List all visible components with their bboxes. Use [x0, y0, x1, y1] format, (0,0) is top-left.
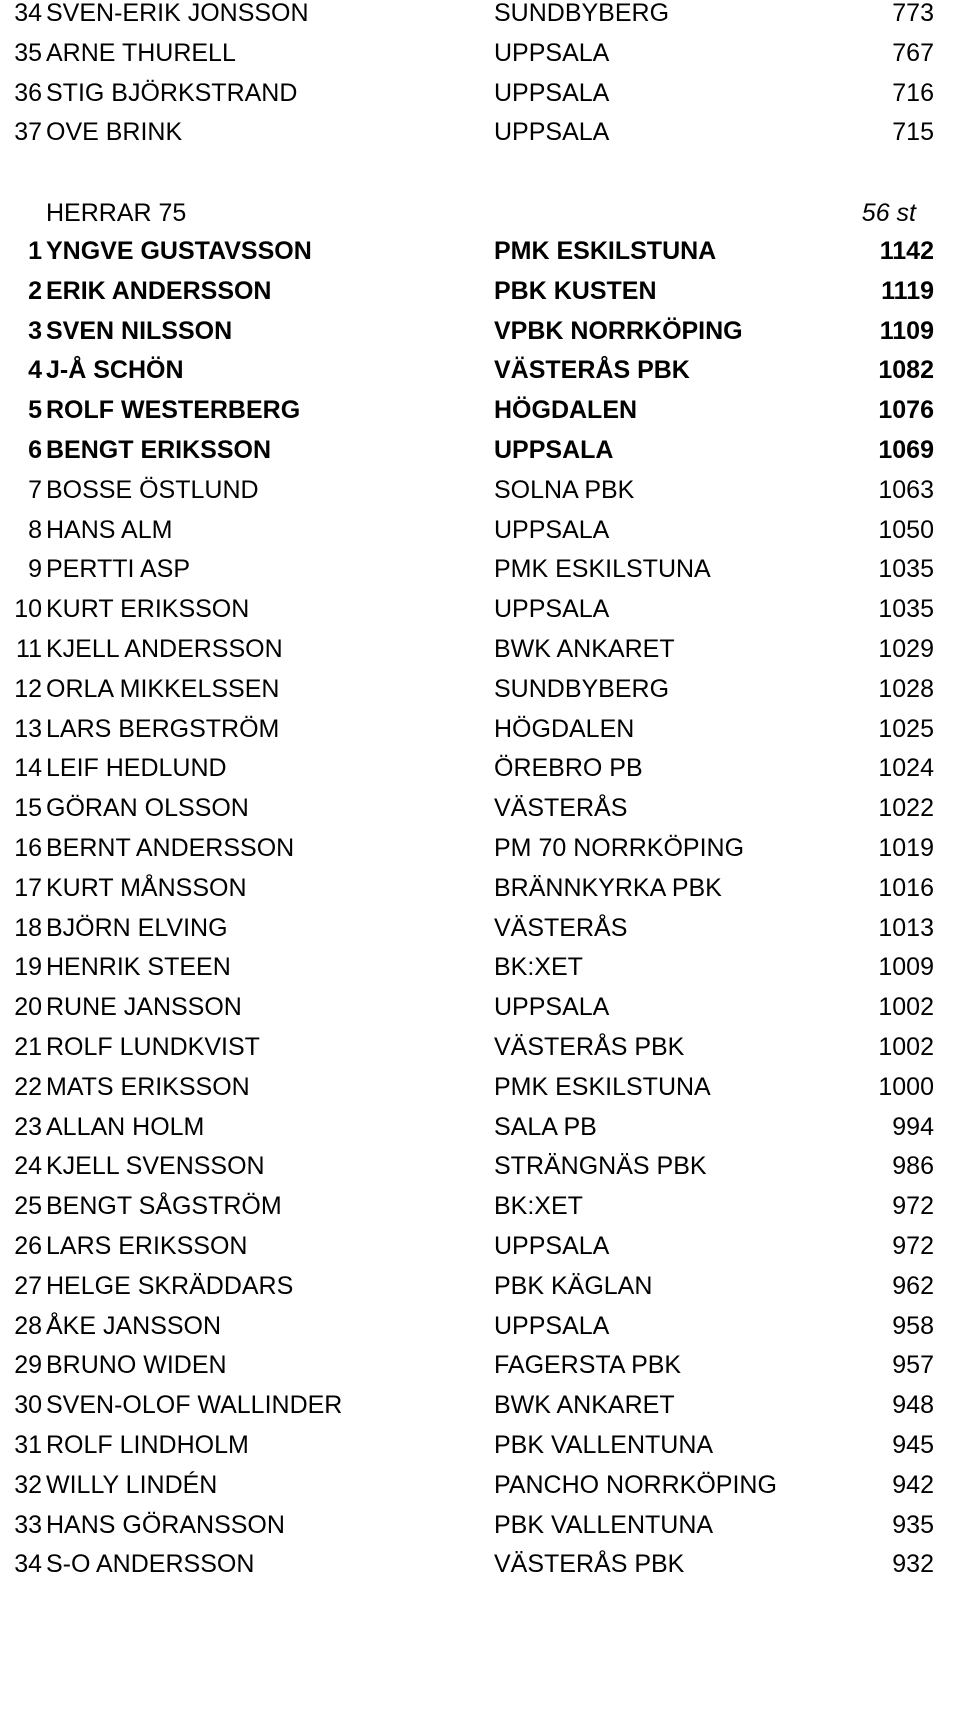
result-score: 715	[892, 118, 934, 147]
result-row	[0, 1505, 960, 1545]
result-row	[0, 1544, 960, 1584]
result-score: 1028	[878, 674, 934, 703]
result-rank: 13	[14, 714, 42, 743]
result-name: STIG BJÖRKSTRAND	[46, 78, 298, 107]
result-name: ÅKE JANSSON	[46, 1311, 222, 1340]
result-rank: 21	[14, 1033, 42, 1061]
result-rank: 36	[14, 78, 42, 107]
result-rank: 10	[14, 595, 42, 624]
result-row	[0, 709, 960, 749]
result-club: PMK ESKILSTUNA	[494, 555, 711, 584]
result-rank: 6	[28, 436, 42, 464]
result-club: BWK ANKARET	[494, 1391, 675, 1420]
result-club: UPPSALA	[494, 78, 610, 107]
result-score: 962	[892, 1271, 934, 1300]
result-name: RUNE JANSSON	[46, 993, 242, 1022]
result-row	[0, 73, 960, 113]
result-name: HELGE SKRÄDDARS	[46, 1271, 294, 1300]
result-rank: 3	[28, 316, 42, 345]
result-name: LEIF HEDLUND	[46, 754, 227, 783]
result-rank: 29	[14, 1351, 42, 1380]
class-header	[0, 193, 960, 233]
result-score: 1035	[878, 595, 934, 624]
result-club: VÄSTERÅS	[494, 913, 628, 942]
result-name: ROLF LINDHOLM	[46, 1431, 249, 1459]
result-row	[0, 1266, 960, 1306]
result-club: UPPSALA	[494, 1232, 610, 1260]
result-name: MATS ERIKSSON	[46, 1072, 250, 1101]
result-score: 948	[892, 1391, 934, 1420]
result-club: SOLNA PBK	[494, 475, 635, 504]
result-score: 932	[892, 1550, 934, 1579]
result-row	[0, 1146, 960, 1186]
result-club: PBK VALLENTUNA	[494, 1510, 714, 1539]
result-score: 1013	[878, 913, 934, 942]
result-name: ARNE THURELL	[46, 38, 236, 67]
result-name: KURT MÅNSSON	[46, 873, 247, 902]
result-name: BERNT ANDERSSON	[46, 834, 295, 862]
result-score: 1022	[878, 794, 934, 823]
result-score: 1076	[878, 396, 934, 425]
result-score: 1025	[878, 714, 934, 743]
result-club: PBK VALLENTUNA	[494, 1431, 714, 1459]
result-score: 935	[892, 1510, 934, 1539]
result-name: WILLY LINDÉN	[46, 1470, 218, 1499]
result-club: UPPSALA	[494, 993, 610, 1022]
result-club: VÄSTERÅS PBK	[494, 1550, 685, 1579]
result-row	[0, 271, 960, 311]
result-score: 1016	[878, 873, 934, 902]
result-name: KJELL ANDERSSON	[46, 635, 283, 663]
class-title: HERRAR 75	[46, 199, 187, 227]
result-rank: 34	[14, 1550, 42, 1579]
result-score: 1063	[878, 475, 934, 504]
result-club: BK:XET	[494, 1192, 583, 1221]
result-row	[0, 629, 960, 669]
result-row	[0, 987, 960, 1027]
result-club: VÄSTERÅS PBK	[494, 356, 690, 385]
result-rank: 23	[14, 1112, 42, 1141]
result-score: 958	[892, 1311, 934, 1340]
result-rank: 31	[14, 1431, 42, 1459]
result-row	[0, 1385, 960, 1425]
result-rank: 4	[28, 356, 42, 385]
result-name: ORLA MIKKELSSEN	[46, 674, 280, 703]
result-score: 1119	[881, 276, 934, 305]
result-name: S-O ANDERSSON	[46, 1550, 255, 1579]
result-club: PMK ESKILSTUNA	[494, 237, 717, 265]
result-score: 1142	[879, 237, 934, 265]
result-row	[0, 868, 960, 908]
result-row	[0, 549, 960, 589]
result-row	[0, 350, 960, 390]
result-club: PANCHO NORRKÖPING	[494, 1470, 777, 1499]
result-name: KJELL SVENSSON	[46, 1152, 265, 1181]
result-rank: 12	[14, 674, 42, 703]
result-club: PBK KUSTEN	[494, 276, 657, 305]
result-rank: 5	[28, 396, 42, 425]
result-rank: 7	[28, 475, 42, 504]
result-club: PMK ESKILSTUNA	[494, 1072, 711, 1101]
result-rank: 16	[14, 834, 42, 862]
result-score: 773	[892, 0, 934, 27]
result-rank: 18	[14, 913, 42, 942]
result-score: 1035	[878, 555, 934, 584]
result-name: HANS GÖRANSSON	[46, 1510, 285, 1539]
result-rank: 20	[14, 993, 42, 1022]
result-score: 957	[892, 1351, 934, 1380]
result-name: ERIK ANDERSSON	[46, 276, 272, 305]
result-name: ALLAN HOLM	[46, 1112, 205, 1141]
result-club: HÖGDALEN	[494, 396, 638, 425]
result-score: 1002	[878, 1033, 934, 1061]
result-rank: 26	[14, 1232, 42, 1260]
result-row	[0, 1067, 960, 1107]
result-rank: 25	[14, 1192, 42, 1221]
result-score: 972	[892, 1232, 934, 1260]
result-club: UPPSALA	[494, 515, 610, 544]
result-score: 1069	[878, 436, 934, 464]
result-name: BOSSE ÖSTLUND	[46, 475, 259, 504]
result-row	[0, 112, 960, 152]
result-score: 1109	[879, 316, 934, 345]
result-row	[0, 1465, 960, 1505]
result-row	[0, 1345, 960, 1385]
result-score: 1029	[878, 635, 934, 663]
result-club: UPPSALA	[494, 1311, 610, 1340]
result-rank: 22	[14, 1072, 42, 1101]
result-score: 945	[892, 1431, 934, 1459]
result-name: BENGT SÅGSTRÖM	[46, 1192, 282, 1221]
result-name: LARS ERIKSSON	[46, 1232, 248, 1260]
result-rank: 14	[14, 754, 42, 783]
result-name: J-Å SCHÖN	[46, 356, 184, 385]
result-club: ÖREBRO PB	[494, 754, 643, 783]
result-club: BWK ANKARET	[494, 635, 675, 663]
result-score: 1050	[878, 515, 934, 544]
result-club: FAGERSTA PBK	[494, 1351, 682, 1380]
result-rank: 30	[14, 1391, 42, 1420]
result-row	[0, 589, 960, 629]
result-row	[0, 33, 960, 73]
result-club: SUNDBYBERG	[494, 674, 670, 703]
result-row	[0, 470, 960, 510]
result-club: PBK KÄGLAN	[494, 1271, 653, 1300]
result-rank: 24	[14, 1152, 42, 1181]
result-row	[0, 1107, 960, 1147]
result-club: VÄSTERÅS	[494, 794, 628, 823]
result-score: 1002	[878, 993, 934, 1022]
result-name: SVEN-OLOF WALLINDER	[46, 1391, 343, 1420]
result-name: HENRIK STEEN	[46, 953, 231, 982]
result-row	[0, 748, 960, 788]
result-row	[0, 430, 960, 470]
result-club: UPPSALA	[494, 38, 610, 67]
class-count: 56 st	[861, 199, 916, 227]
result-score: 1009	[878, 953, 934, 982]
result-score: 942	[892, 1470, 934, 1499]
result-name: SVEN-ERIK JONSSON	[46, 0, 309, 27]
result-rank: 37	[14, 118, 42, 147]
result-club: UPPSALA	[494, 118, 610, 147]
result-score: 716	[892, 78, 934, 107]
result-club: BRÄNNKYRKA PBK	[494, 873, 722, 902]
result-name: PERTTI ASP	[46, 555, 191, 584]
result-name: BENGT ERIKSSON	[46, 436, 272, 464]
result-score: 1000	[878, 1072, 934, 1101]
result-row	[0, 1186, 960, 1226]
result-club: HÖGDALEN	[494, 714, 635, 743]
result-row	[0, 828, 960, 868]
result-club: PM 70 NORRKÖPING	[494, 834, 745, 862]
result-rank: 34	[14, 0, 42, 27]
result-club: VPBK NORRKÖPING	[494, 316, 743, 345]
result-name: OVE BRINK	[46, 118, 183, 147]
result-row	[0, 908, 960, 948]
result-rank: 15	[14, 794, 42, 823]
result-row	[0, 1425, 960, 1465]
result-club: STRÄNGNÄS PBK	[494, 1152, 707, 1181]
result-name: ROLF WESTERBERG	[46, 396, 301, 425]
result-score: 972	[892, 1192, 934, 1221]
result-name: LARS BERGSTRÖM	[46, 714, 280, 743]
result-rank: 2	[28, 276, 42, 305]
result-name: ROLF LUNDKVIST	[46, 1033, 260, 1061]
result-rank: 19	[14, 953, 42, 982]
result-name: BJÖRN ELVING	[46, 913, 228, 942]
result-rank: 33	[14, 1510, 42, 1539]
result-rank: 9	[28, 555, 42, 584]
result-rank: 32	[14, 1470, 42, 1499]
result-score: 1019	[878, 834, 934, 862]
result-rank: 11	[16, 635, 42, 663]
result-row	[0, 669, 960, 709]
result-club: BK:XET	[494, 953, 583, 982]
result-rank: 27	[14, 1271, 42, 1300]
result-rank: 8	[28, 515, 42, 544]
result-row	[0, 510, 960, 550]
result-row	[0, 1226, 960, 1266]
result-row	[0, 311, 960, 351]
result-club: VÄSTERÅS PBK	[494, 1033, 685, 1061]
result-rank: 35	[14, 38, 42, 67]
result-row	[0, 390, 960, 430]
result-score: 986	[892, 1152, 934, 1181]
result-row	[0, 0, 960, 33]
result-rank: 1	[28, 237, 42, 265]
result-score: 1082	[878, 356, 934, 385]
result-score: 994	[892, 1112, 934, 1141]
result-score: 1024	[878, 754, 934, 783]
result-row	[0, 788, 960, 828]
result-name: BRUNO WIDEN	[46, 1351, 227, 1380]
result-rank: 17	[14, 873, 42, 902]
result-club: SALA PB	[494, 1112, 597, 1141]
result-name: HANS ALM	[46, 515, 173, 544]
result-name: KURT ERIKSSON	[46, 595, 250, 624]
result-club: UPPSALA	[494, 436, 614, 464]
result-club: UPPSALA	[494, 595, 610, 624]
result-name: YNGVE GUSTAVSSON	[46, 237, 312, 265]
result-row	[0, 231, 960, 271]
result-rank: 28	[14, 1311, 42, 1340]
result-row	[0, 1306, 960, 1346]
result-row	[0, 1027, 960, 1067]
result-name: SVEN NILSSON	[46, 316, 233, 345]
result-row	[0, 947, 960, 987]
result-score: 767	[892, 38, 934, 67]
result-name: GÖRAN OLSSON	[46, 794, 249, 823]
result-club: SUNDBYBERG	[494, 0, 670, 27]
